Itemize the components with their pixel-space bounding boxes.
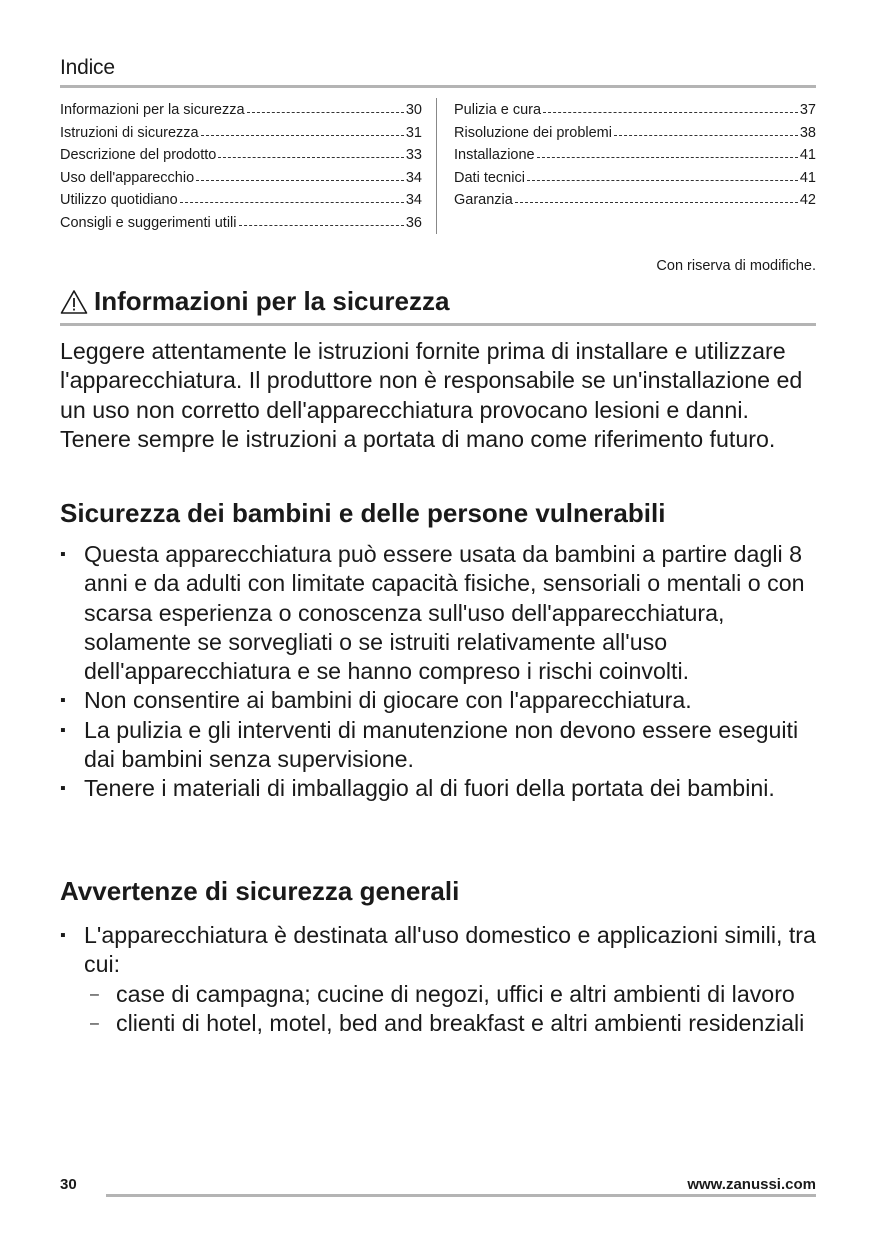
toc-entry-label: Utilizzo quotidiano bbox=[60, 192, 178, 209]
toc-entry[interactable] bbox=[60, 99, 422, 122]
sub-list-item bbox=[84, 980, 820, 1009]
sub-list-item-text: case di campagna; cucine di negozi, uffici e altri ambienti di lavoro bbox=[116, 980, 795, 1007]
revision-note: Con riserva di modifiche. bbox=[656, 258, 816, 274]
toc-left-column bbox=[60, 99, 422, 235]
bullet: ▪ bbox=[60, 780, 66, 798]
toc-entry-label: Informazioni per la sicurezza bbox=[60, 102, 245, 118]
list-item bbox=[60, 540, 820, 686]
page-number: 30 bbox=[60, 1176, 77, 1193]
toc-entry-label: Pulizia e cura bbox=[454, 102, 542, 118]
toc-leader bbox=[614, 135, 798, 136]
toc-entry-page: 41 bbox=[799, 169, 816, 186]
children-safety-heading: Sicurezza dei bambini e delle persone vulnerabili bbox=[60, 498, 666, 528]
toc-entry[interactable] bbox=[60, 167, 422, 190]
warning-triangle-icon bbox=[60, 289, 88, 315]
toc-entry-label: Installazione bbox=[454, 147, 535, 164]
list-item-text: Tenere i materiali di imballaggio al di fuori della portata dei bambini. bbox=[84, 775, 775, 802]
general-safety-heading: Avvertenze di sicurezza generali bbox=[60, 876, 460, 906]
toc-entry-page: 34 bbox=[405, 192, 422, 209]
toc-entry-label: Consigli e suggerimenti utili bbox=[60, 214, 237, 231]
bullet: ▪ bbox=[60, 546, 66, 563]
toc-entry[interactable] bbox=[60, 122, 422, 145]
section-heading-text: Informazioni per la sicurezza bbox=[94, 286, 450, 316]
children-safety-list bbox=[60, 540, 820, 804]
toc-entry[interactable] bbox=[60, 144, 422, 167]
toc-leader bbox=[247, 112, 404, 113]
list-item-text: Non consentire ai bambini di giocare con l'apparecchiatura. bbox=[84, 687, 692, 714]
toc-leader bbox=[537, 157, 798, 158]
general-safety-list bbox=[60, 921, 820, 1038]
list-item-text: La pulizia e gli interventi di manutenzione non devono essere eseguiti dai bambini senza supervisione. bbox=[84, 716, 799, 773]
toc-title: Indice bbox=[60, 56, 115, 79]
toc-leader bbox=[196, 180, 404, 181]
toc-leader bbox=[543, 112, 798, 113]
toc-entry[interactable] bbox=[454, 122, 816, 145]
toc-entry-page: 42 bbox=[799, 192, 816, 209]
bullet: ▪ bbox=[60, 927, 66, 944]
list-item bbox=[60, 716, 820, 775]
toc-entry-page: 38 bbox=[799, 124, 816, 141]
sub-list bbox=[84, 980, 820, 1039]
toc-leader bbox=[239, 225, 404, 226]
toc-column-divider bbox=[436, 98, 437, 234]
toc-right-column bbox=[454, 99, 816, 212]
list-item bbox=[60, 686, 820, 715]
toc-entry-page: 34 bbox=[405, 169, 422, 186]
list-item-text: L'apparecchiatura è destinata all'uso domestico e applicazioni simili, tra cui: bbox=[84, 922, 816, 978]
sub-list-item-text: clienti di hotel, motel, bed and breakfast e altri ambienti residenziali bbox=[116, 1009, 805, 1036]
toc-entry-label: Risoluzione dei problemi bbox=[454, 124, 612, 141]
toc-entry-page: 33 bbox=[405, 147, 422, 164]
toc-title-rule bbox=[60, 85, 816, 88]
section-heading bbox=[60, 286, 449, 317]
list-item-text: Questa apparecchiatura può essere usata da bambini a partire dagli 8 anni e da adulti con limitate capacità fisiche, sensoriali o mentali o con scarsa esperienza o conoscenza sull'uso dell'apparecchiatura, solamente se sorvegliati o se istruiti relativamente all'uso dell'apparecchiatura e se hanno compreso i rischi coinvolti. bbox=[84, 541, 805, 685]
toc-entry-page: 30 bbox=[405, 102, 422, 118]
toc-entry[interactable] bbox=[60, 212, 422, 235]
toc-entry[interactable] bbox=[454, 189, 816, 212]
toc-entry-label: Descrizione del prodotto bbox=[60, 147, 217, 164]
section-heading-rule bbox=[60, 323, 816, 326]
footer-rule bbox=[106, 1194, 816, 1197]
toc-entry-label: Dati tecnici bbox=[454, 169, 525, 186]
toc-entry[interactable] bbox=[454, 167, 816, 190]
manual-page bbox=[60, 0, 816, 1241]
list-item bbox=[60, 774, 820, 803]
toc-leader bbox=[201, 135, 404, 136]
bullet: ▪ bbox=[60, 721, 66, 739]
toc-leader bbox=[218, 157, 403, 158]
intro-paragraph: Leggere attentamente le istruzioni fornite prima di installare e utilizzare l'apparecchiatura. Il produttore non è responsabile se un'installazione ed un uso non corretto dell'apparecchiatura provocano lesioni e danni. Tenere sempre le istruzioni a portata di mano come riferimento futuro. bbox=[60, 338, 803, 452]
toc-leader bbox=[527, 180, 798, 181]
toc-entry-page: 37 bbox=[799, 102, 816, 118]
toc-entry[interactable] bbox=[454, 144, 816, 167]
toc-entry[interactable] bbox=[60, 189, 422, 212]
toc-leader bbox=[180, 202, 404, 203]
dash: – bbox=[90, 985, 99, 1003]
toc-entry-page: 36 bbox=[405, 214, 422, 231]
sub-list-item bbox=[84, 1009, 820, 1038]
toc-leader bbox=[515, 202, 798, 203]
bullet: ▪ bbox=[60, 692, 66, 710]
dash: – bbox=[90, 1014, 99, 1032]
toc-entry-page: 41 bbox=[799, 147, 816, 164]
toc-entry-label: Uso dell'apparecchio bbox=[60, 169, 195, 186]
list-item bbox=[60, 921, 820, 1038]
website-link[interactable]: www.zanussi.com bbox=[687, 1176, 816, 1193]
toc-entry-page: 31 bbox=[405, 124, 422, 141]
toc-entry[interactable] bbox=[454, 99, 816, 122]
toc-entry-label: Istruzioni di sicurezza bbox=[60, 124, 199, 141]
toc-entry-label: Garanzia bbox=[454, 192, 513, 209]
